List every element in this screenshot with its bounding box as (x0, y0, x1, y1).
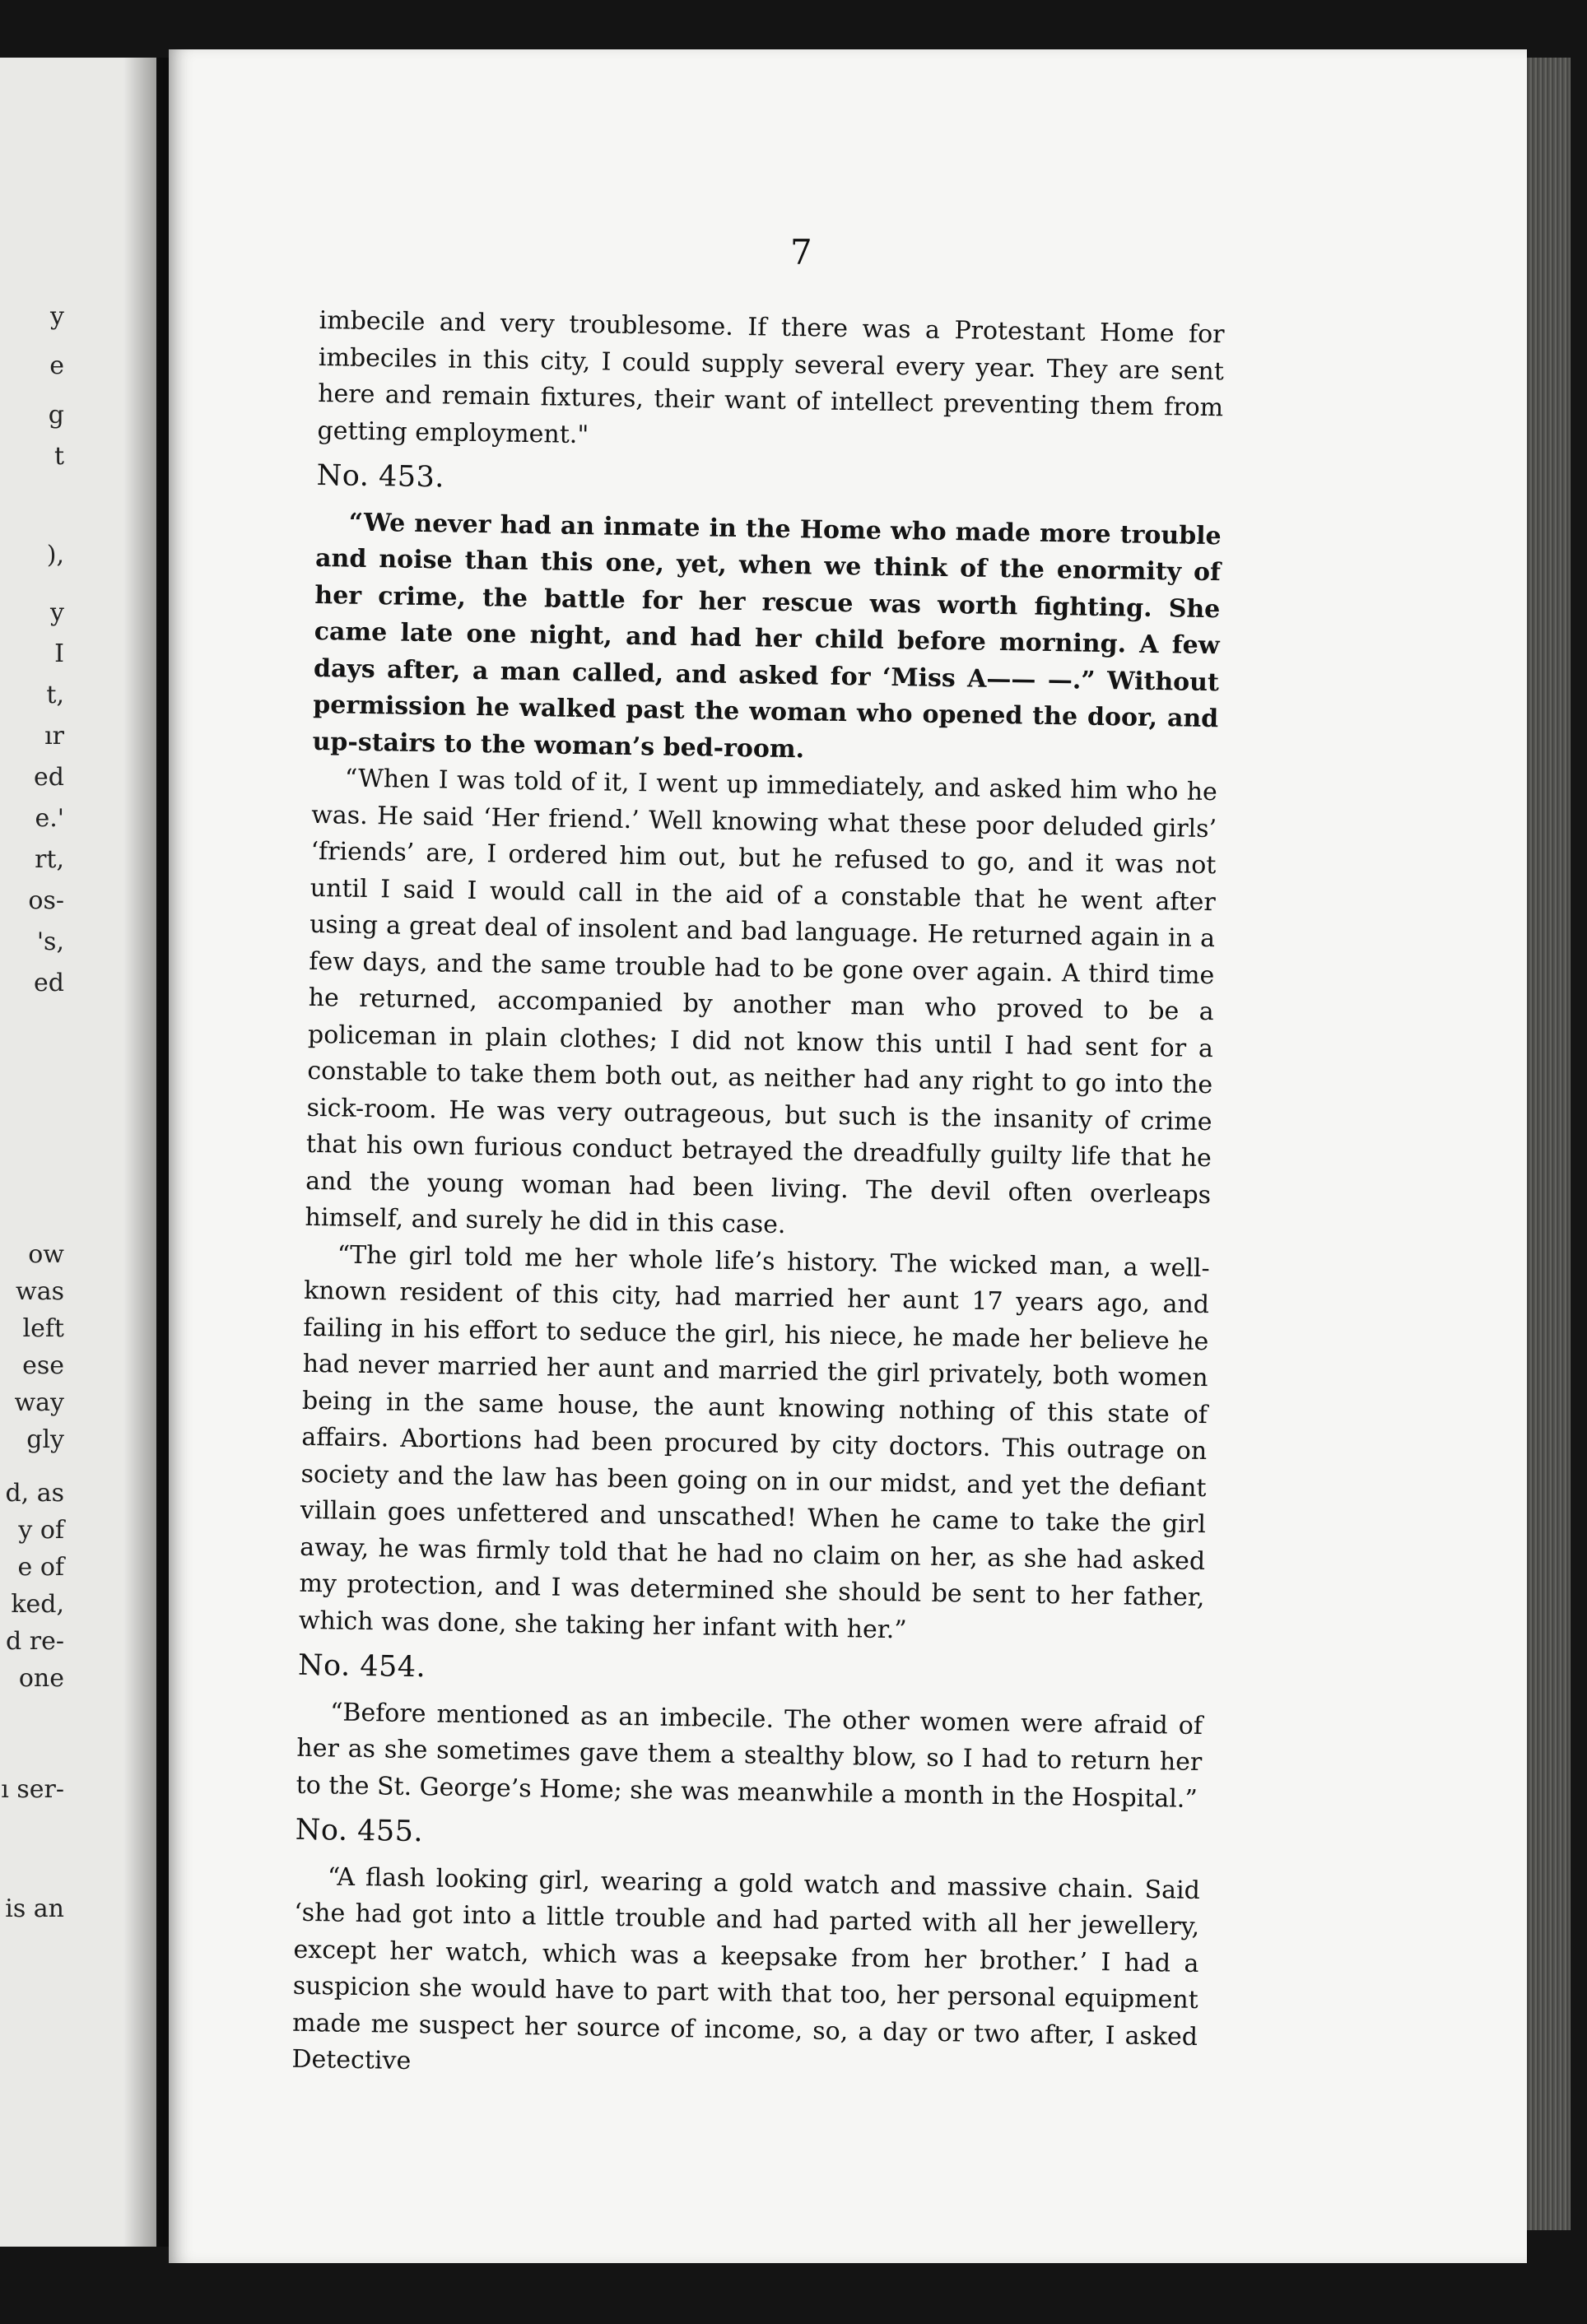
previous-page-fragment: ), (46, 541, 64, 569)
entry-454-paragraph-1: “Before mentioned as an imbecile. The other women were afraid of her as she sometimes gave them a stealthy blow, so I had to return her to the St. George’s Home; she was meanwhile a month in the Hospital.” (296, 1697, 1203, 1814)
previous-page-fragment: ı ser- (1, 1775, 64, 1804)
previous-page-fragment: ese (22, 1351, 64, 1380)
previous-page-fragment: g (48, 401, 64, 430)
entry-453-paragraph-1: “We never had an inmate in the Home who made more trouble and noise than this one, yet, when we think of the enormity of her crime, the battle for her rescue was worth fighting. She came late one night, and had her child before morning. A few days after, a man called, and asked for ‘Miss A—— —.” Without permission he walked past the woman who opened the door, and up-stairs to the woman’s bed-room. (312, 508, 1222, 764)
opening-paragraph: imbecile and very troublesome. If there was a Protestant Home for imbeciles in this city, I could supply several every year. They are sent here and remain fixtures, their want of intellect preventing them from getting employment." (317, 305, 1225, 449)
previous-page-fragment: ed (34, 763, 64, 792)
entry-heading-453: No. 453. (316, 458, 445, 495)
previous-page-fragment: one (18, 1664, 64, 1693)
previous-page-fragment: d, as (5, 1479, 64, 1508)
previous-page-fragment: y (50, 302, 64, 331)
previous-page-fragment: t, (46, 681, 64, 709)
entry-heading-455: No. 455. (295, 1813, 424, 1849)
previous-page-fragment: ked, (11, 1590, 64, 1619)
page-body (291, 303, 1225, 2093)
previous-page-fragment: 's, (36, 927, 64, 956)
entry-453-paragraph-2: “When I was told of it, I went up immediately, and asked him who he was. He said ‘Her friend.’ Well knowing what these poor deluded girls’ ‘friends’ are, I ordered him out, but he refused to go, and it was not until I said I would call in the aid of a constable that he went after using a great deal of insolent and bad language. He returned again in a few days, and the same trouble had to be gone over again. A third time he returned, accompanied by another man who proved to be a policeman in plain clothes; I did not know this until I had sent for a constable to take them both out, as neither had any right to go into the sick-room. He was very outrageous, but such is the insanity of crime that his own furious conduct betrayed the dreadfully guilty life that he and the young woman had been living. The devil often overleaps himself, and surely he did in this case. (305, 764, 1218, 1240)
entry-455-paragraph-1: “A flash looking girl, wearing a gold watch and massive chain. Said ‘she had got into a little trouble and had parted with all her jewellery, except her watch, which was a keepsake from her brother.’ I had a suspicion she would have to part with that too, her personal equipment made me suspect her source of income, so, a day or two after, I asked Detective (291, 1862, 1201, 2076)
previous-page-fragment: ow (28, 1240, 64, 1269)
previous-page-fragment: e.' (35, 804, 64, 833)
previous-page-fragment: y (50, 598, 64, 627)
entry-heading-454: No. 454. (297, 1648, 426, 1685)
previous-page-fragment: ır (44, 722, 64, 751)
previous-page-fragment: y of (18, 1516, 64, 1545)
previous-page-fragment: e (49, 351, 64, 380)
previous-page-fragment: d re- (6, 1627, 64, 1656)
page-number: 7 (790, 232, 812, 272)
previous-page-fragment: way (14, 1388, 64, 1417)
previous-page-fragment: e of (17, 1553, 64, 1582)
entry-453-paragraph-3: “The girl told me her whole life’s history. The wicked man, a well-known resident of this city, had married her aunt 17 years ago, and failing in his effort to seduce the girl, his niece, he made her believe he had never married her aunt and married the girl privately, both women being in the same house, the aunt knowing nothing of this state of affairs. Abortions had been procured by city doctors. This outrage on society and the law has been going on in our midst, and yet the defiant villain goes unfettered and unscathed! When he came to take the girl away, he was firmly told that he had no claim on her, as she had asked my protection, and I was determined she should be sent to her father, which was done, she taking her infant with her.” (298, 1239, 1210, 1644)
previous-page-fragment: ed (34, 969, 64, 997)
previous-page-fragment: left (22, 1314, 64, 1343)
previous-page-fragment: os- (28, 886, 64, 915)
previous-page-fragment: was (16, 1277, 64, 1306)
previous-page-fragment: t (54, 442, 64, 471)
previous-page-fragment: rt, (35, 845, 64, 874)
previous-page-fragment: is an (5, 1894, 64, 1923)
previous-page-fragment: gly (26, 1425, 64, 1454)
previous-page-fragment: I (54, 639, 64, 668)
